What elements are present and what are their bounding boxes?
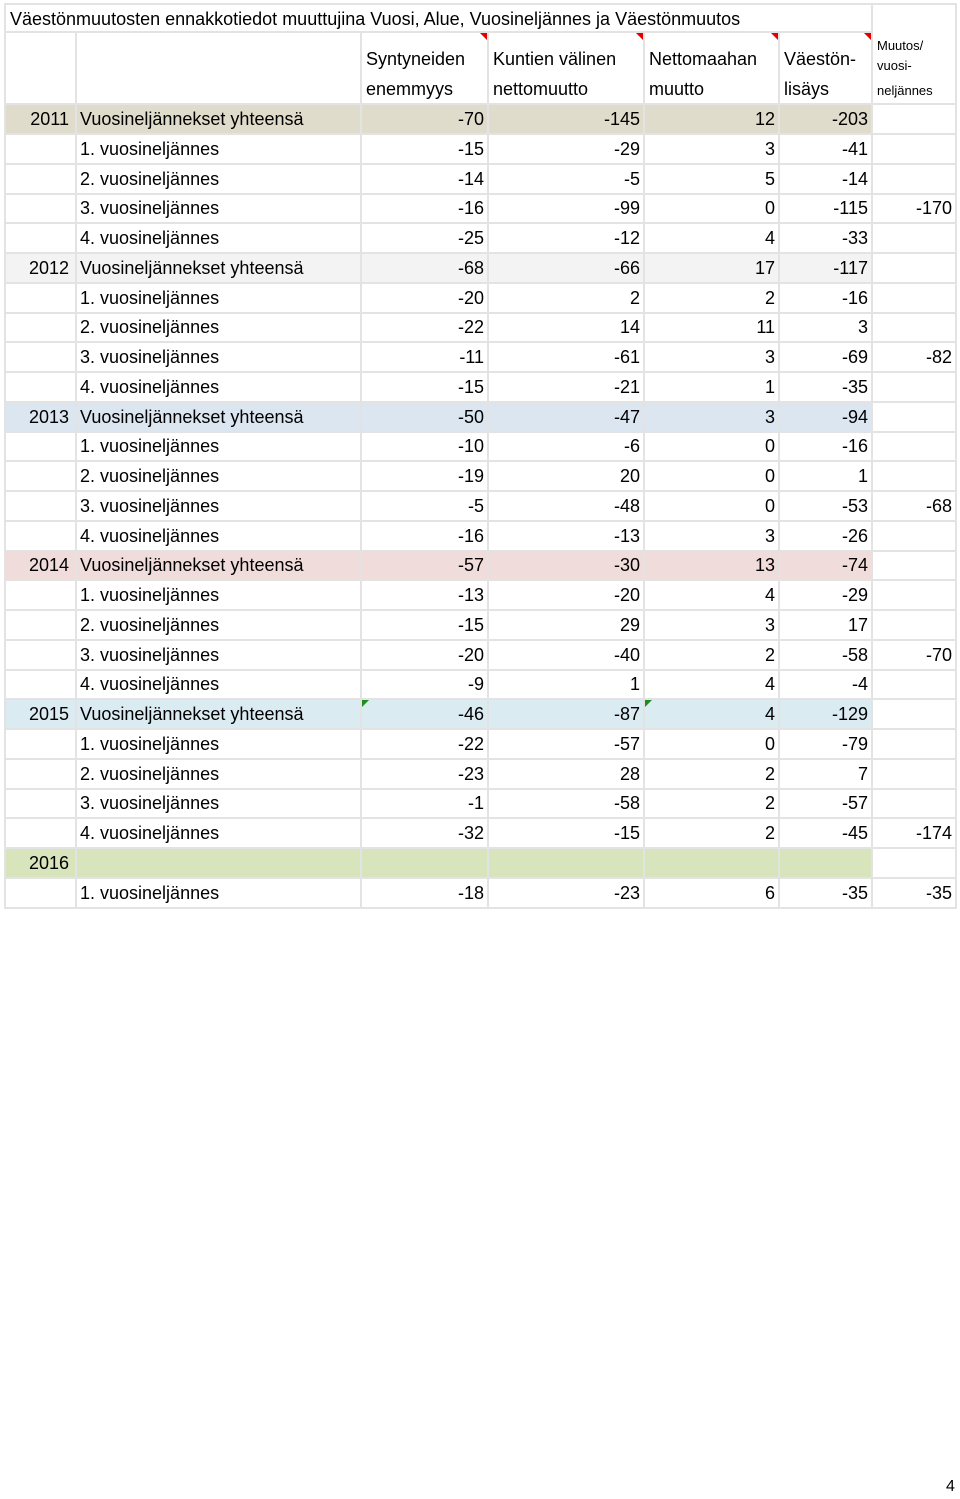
table-row [0,165,960,195]
title-end-cell [873,3,957,33]
cell-vaestonlisays[interactable]: 7 [780,760,873,790]
cell-muutos[interactable]: -70 [873,641,957,671]
cell-syntyneiden[interactable]: -23 [362,760,489,790]
header-kuntien [489,33,645,105]
cell-vaestonlisays[interactable]: -35 [780,879,873,909]
cell-vaestonlisays[interactable]: -26 [780,522,873,552]
cell-syntyneiden[interactable]: -18 [362,879,489,909]
cell-nettomaahanmuutto[interactable]: 4 [645,700,780,730]
cell-area-label[interactable]: 3. vuosineljännes [77,343,362,373]
cell-year[interactable] [4,611,77,641]
cell-syntyneiden[interactable]: -1 [362,789,489,819]
cell-syntyneiden[interactable]: -32 [362,819,489,849]
cell-vaestonlisays[interactable]: -16 [780,432,873,462]
cell-kuntien[interactable]: 20 [489,462,645,492]
comment-marker-icon[interactable] [864,33,871,40]
cell-syntyneiden[interactable]: -15 [362,611,489,641]
cell-vaestonlisays[interactable]: -35 [780,373,873,403]
cell-year[interactable] [4,819,77,849]
cell-muutos[interactable] [873,730,957,760]
cell-muutos[interactable]: -174 [873,819,957,849]
header-netto-line2: muutto [649,79,705,99]
cell-area-label[interactable] [77,849,362,879]
cell-nettomaahanmuutto[interactable]: 0 [645,492,780,522]
header-muutos-line3: neljännes [877,83,933,98]
table-row [0,105,960,135]
cell-nettomaahanmuutto[interactable]: 13 [645,551,780,581]
cell-year[interactable] [4,284,77,314]
cell-muutos[interactable]: -68 [873,492,957,522]
cell-nettomaahanmuutto[interactable] [645,849,780,879]
cell-syntyneiden[interactable]: -10 [362,432,489,462]
cell-muutos[interactable] [873,522,957,552]
cell-vaestonlisays[interactable]: 17 [780,611,873,641]
table-row [0,819,960,849]
cell-kuntien[interactable]: -21 [489,373,645,403]
cell-vaestonlisays[interactable]: -14 [780,165,873,195]
cell-kuntien[interactable]: -13 [489,522,645,552]
page-number: 4 [946,1478,955,1495]
cell-nettomaahanmuutto[interactable]: 2 [645,641,780,671]
cell-kuntien[interactable]: -47 [489,403,645,433]
table-row [0,581,960,611]
table-title: Väestönmuutosten ennakkotiedot muuttujina Vuosi, Alue, Vuosineljännes ja Väestönmuutos [4,3,873,33]
cell-vaestonlisays[interactable]: 3 [780,313,873,343]
cell-year[interactable] [4,194,77,224]
table-row [0,641,960,671]
table-row [0,194,960,224]
table-row [0,343,960,373]
cell-syntyneiden[interactable]: -25 [362,224,489,254]
cell-vaestonlisays[interactable]: -29 [780,581,873,611]
cell-syntyneiden[interactable]: -20 [362,284,489,314]
table-row [0,373,960,403]
cell-area-label[interactable]: 2. vuosineljännes [77,611,362,641]
cell-kuntien[interactable]: -40 [489,641,645,671]
header-muutos [873,33,957,105]
cell-year[interactable] [4,730,77,760]
cell-nettomaahanmuutto[interactable]: 2 [645,760,780,790]
cell-year[interactable] [4,313,77,343]
cell-kuntien[interactable]: -58 [489,789,645,819]
cell-syntyneiden[interactable]: -46 [362,700,489,730]
cell-area-label[interactable]: 4. vuosineljännes [77,522,362,552]
cell-syntyneiden[interactable]: -20 [362,641,489,671]
cell-muutos[interactable] [873,551,957,581]
cell-area-label[interactable]: 3. vuosineljännes [77,641,362,671]
cell-year[interactable] [4,373,77,403]
header-muutos-line1: Muutos/ [877,38,924,53]
cell-vaestonlisays[interactable]: -58 [780,641,873,671]
cell-area-label[interactable]: 1. vuosineljännes [77,284,362,314]
cell-kuntien[interactable] [489,849,645,879]
table-row [0,760,960,790]
cell-vaestonlisays[interactable]: -117 [780,254,873,284]
cell-nettomaahanmuutto[interactable]: 0 [645,194,780,224]
cell-syntyneiden[interactable]: -50 [362,403,489,433]
cell-area-label[interactable]: Vuosineljännekset yhteensä [77,551,362,581]
cell-year[interactable]: 2016 [4,849,77,879]
cell-kuntien[interactable]: 28 [489,760,645,790]
cell-kuntien[interactable]: -66 [489,254,645,284]
cell-area-label[interactable]: 4. vuosineljännes [77,670,362,700]
cell-muutos[interactable] [873,313,957,343]
cell-vaestonlisays[interactable]: -16 [780,284,873,314]
cell-vaestonlisays[interactable]: -69 [780,343,873,373]
cell-nettomaahanmuutto[interactable]: 3 [645,343,780,373]
cell-year[interactable] [4,462,77,492]
comment-marker-icon[interactable] [362,700,369,707]
header-syntyneiden [362,33,489,105]
cell-vaestonlisays[interactable]: -57 [780,789,873,819]
cell-kuntien[interactable]: 2 [489,284,645,314]
cell-vaestonlisays[interactable]: -94 [780,403,873,433]
cell-year[interactable] [4,789,77,819]
cell-muutos[interactable] [873,849,957,879]
table-row [0,670,960,700]
table-row [0,700,960,730]
cell-year[interactable]: 2014 [4,551,77,581]
header-vaeston-line1: Väestön- [784,49,857,69]
header-syntyneiden-line2: enemmyys [366,79,454,99]
cell-muutos[interactable] [873,373,957,403]
cell-muutos[interactable] [873,105,957,135]
cell-syntyneiden[interactable]: -16 [362,522,489,552]
cell-area-label[interactable]: Vuosineljännekset yhteensä [77,254,362,284]
table-row [0,432,960,462]
cell-area-label[interactable]: 2. vuosineljännes [77,313,362,343]
cell-kuntien[interactable]: -23 [489,879,645,909]
cell-vaestonlisays[interactable]: -74 [780,551,873,581]
cell-year[interactable] [4,879,77,909]
cell-syntyneiden[interactable]: -15 [362,373,489,403]
cell-nettomaahanmuutto[interactable]: 2 [645,819,780,849]
cell-syntyneiden[interactable]: -57 [362,551,489,581]
cell-muutos[interactable] [873,760,957,790]
cell-kuntien[interactable]: -29 [489,135,645,165]
cell-syntyneiden[interactable]: -9 [362,670,489,700]
cell-muutos[interactable] [873,611,957,641]
cell-area-label[interactable]: 3. vuosineljännes [77,789,362,819]
table-row [0,522,960,552]
cell-vaestonlisays[interactable]: -79 [780,730,873,760]
cell-year[interactable]: 2015 [4,700,77,730]
cell-muutos[interactable]: -170 [873,194,957,224]
cell-area-label[interactable]: 4. vuosineljännes [77,224,362,254]
cell-muutos[interactable]: -82 [873,343,957,373]
cell-muutos[interactable] [873,432,957,462]
cell-syntyneiden[interactable]: -19 [362,462,489,492]
cell-year[interactable] [4,760,77,790]
cell-year[interactable] [4,135,77,165]
cell-muutos[interactable] [873,700,957,730]
cell-syntyneiden[interactable]: -70 [362,105,489,135]
cell-area-label[interactable]: 4. vuosineljännes [77,819,362,849]
cell-area-label[interactable]: 3. vuosineljännes [77,194,362,224]
cell-vaestonlisays[interactable]: -41 [780,135,873,165]
cell-syntyneiden[interactable]: -22 [362,313,489,343]
cell-year[interactable] [4,224,77,254]
cell-year[interactable]: 2011 [4,105,77,135]
table-row [0,849,960,879]
cell-year[interactable]: 2013 [4,403,77,433]
header-muutos-line2: vuosi- [877,58,912,73]
cell-nettomaahanmuutto[interactable]: 4 [645,224,780,254]
cell-area-label[interactable]: 1. vuosineljännes [77,879,362,909]
table-row [0,403,960,433]
table-row [0,254,960,284]
table-row [0,284,960,314]
cell-year[interactable] [4,343,77,373]
cell-vaestonlisays[interactable]: -115 [780,194,873,224]
header-vaestonlisays [780,33,873,105]
cell-muutos[interactable] [873,670,957,700]
cell-muutos[interactable] [873,254,957,284]
cell-muutos[interactable] [873,165,957,195]
cell-area-label[interactable]: 1. vuosineljännes [77,135,362,165]
cell-kuntien[interactable]: -20 [489,581,645,611]
table-row [0,313,960,343]
cell-muutos[interactable] [873,403,957,433]
header-syntyneiden-line1: Syntyneiden [366,49,466,69]
header-netto-line1: Nettomaahan [649,49,758,69]
title-row [0,3,960,33]
header-vaeston-line2: lisäys [784,79,830,99]
table-row [0,879,960,909]
cell-syntyneiden[interactable]: -15 [362,135,489,165]
cell-syntyneiden[interactable]: -16 [362,194,489,224]
cell-kuntien[interactable]: 29 [489,611,645,641]
header-kuntien-line2: nettomuutto [493,79,589,99]
cell-nettomaahanmuutto[interactable]: 0 [645,462,780,492]
cell-nettomaahanmuutto[interactable]: 4 [645,581,780,611]
cell-nettomaahanmuutto[interactable]: 3 [645,522,780,552]
cell-nettomaahanmuutto[interactable]: 12 [645,105,780,135]
cell-syntyneiden[interactable]: -22 [362,730,489,760]
cell-nettomaahanmuutto[interactable]: 17 [645,254,780,284]
cell-kuntien[interactable]: -5 [489,165,645,195]
cell-area-label[interactable]: 2. vuosineljännes [77,165,362,195]
cell-kuntien[interactable]: -30 [489,551,645,581]
comment-marker-icon[interactable] [645,700,652,707]
cell-area-label[interactable]: Vuosineljännekset yhteensä [77,700,362,730]
cell-kuntien[interactable]: 14 [489,313,645,343]
cell-kuntien[interactable]: -87 [489,700,645,730]
cell-vaestonlisays[interactable]: -4 [780,670,873,700]
cell-area-label[interactable]: 1. vuosineljännes [77,581,362,611]
cell-vaestonlisays[interactable]: -129 [780,700,873,730]
cell-kuntien[interactable]: -12 [489,224,645,254]
cell-nettomaahanmuutto[interactable]: 5 [645,165,780,195]
cell-year[interactable] [4,670,77,700]
cell-area-label[interactable]: 1. vuosineljännes [77,432,362,462]
cell-area-label[interactable]: Vuosineljännekset yhteensä [77,105,362,135]
cell-muutos[interactable] [873,789,957,819]
cell-area-label[interactable]: 4. vuosineljännes [77,373,362,403]
cell-vaestonlisays[interactable] [780,849,873,879]
cell-nettomaahanmuutto[interactable]: 3 [645,135,780,165]
cell-kuntien[interactable]: -99 [489,194,645,224]
cell-year[interactable] [4,432,77,462]
cell-vaestonlisays[interactable]: -33 [780,224,873,254]
comment-marker-icon[interactable] [480,33,487,40]
cell-area-label[interactable]: 3. vuosineljännes [77,492,362,522]
table-row [0,611,960,641]
cell-nettomaahanmuutto[interactable]: 3 [645,611,780,641]
cell-nettomaahanmuutto[interactable]: 11 [645,313,780,343]
table-row [0,462,960,492]
cell-nettomaahanmuutto[interactable]: 6 [645,879,780,909]
header-nettomaahanmuutto [645,33,780,105]
cell-year[interactable] [4,492,77,522]
cell-muutos[interactable]: -35 [873,879,957,909]
cell-year[interactable] [4,641,77,671]
header-kuntien-line1: Kuntien välinen [493,49,617,69]
cell-vaestonlisays[interactable]: -203 [780,105,873,135]
cell-syntyneiden[interactable]: -11 [362,343,489,373]
cell-nettomaahanmuutto[interactable]: 1 [645,373,780,403]
cell-syntyneiden[interactable]: -13 [362,581,489,611]
header-cell-area [77,33,362,105]
cell-kuntien[interactable]: -57 [489,730,645,760]
cell-vaestonlisays[interactable]: 1 [780,462,873,492]
table-row [0,789,960,819]
table-row [0,492,960,522]
cell-syntyneiden[interactable]: -14 [362,165,489,195]
cell-area-label[interactable]: 2. vuosineljännes [77,760,362,790]
comment-marker-icon[interactable] [771,33,778,40]
table-row [0,551,960,581]
cell-muutos[interactable] [873,462,957,492]
cell-area-label[interactable]: 1. vuosineljännes [77,730,362,760]
cell-muutos[interactable] [873,135,957,165]
cell-year[interactable]: 2012 [4,254,77,284]
cell-nettomaahanmuutto[interactable]: 4 [645,670,780,700]
cell-vaestonlisays[interactable]: -53 [780,492,873,522]
cell-area-label[interactable]: 2. vuosineljännes [77,462,362,492]
cell-kuntien[interactable]: -6 [489,432,645,462]
cell-kuntien[interactable]: -48 [489,492,645,522]
header-cell-year [4,33,77,105]
cell-nettomaahanmuutto[interactable]: 2 [645,789,780,819]
cell-year[interactable] [4,165,77,195]
table-row [0,730,960,760]
cell-syntyneiden[interactable]: -5 [362,492,489,522]
cell-year[interactable] [4,581,77,611]
cell-kuntien[interactable]: 1 [489,670,645,700]
cell-nettomaahanmuutto[interactable]: 0 [645,432,780,462]
cell-muutos[interactable] [873,224,957,254]
cell-kuntien[interactable]: -145 [489,105,645,135]
table-row [0,224,960,254]
cell-nettomaahanmuutto[interactable]: 2 [645,284,780,314]
table-row [0,135,960,165]
cell-muutos[interactable] [873,284,957,314]
cell-area-label[interactable]: Vuosineljännekset yhteensä [77,403,362,433]
cell-vaestonlisays[interactable]: -45 [780,819,873,849]
cell-year[interactable] [4,522,77,552]
cell-syntyneiden[interactable] [362,849,489,879]
cell-nettomaahanmuutto[interactable]: 3 [645,403,780,433]
cell-syntyneiden[interactable]: -68 [362,254,489,284]
cell-muutos[interactable] [873,581,957,611]
cell-kuntien[interactable]: -15 [489,819,645,849]
cell-kuntien[interactable]: -61 [489,343,645,373]
cell-nettomaahanmuutto[interactable]: 0 [645,730,780,760]
comment-marker-icon[interactable] [636,33,643,40]
